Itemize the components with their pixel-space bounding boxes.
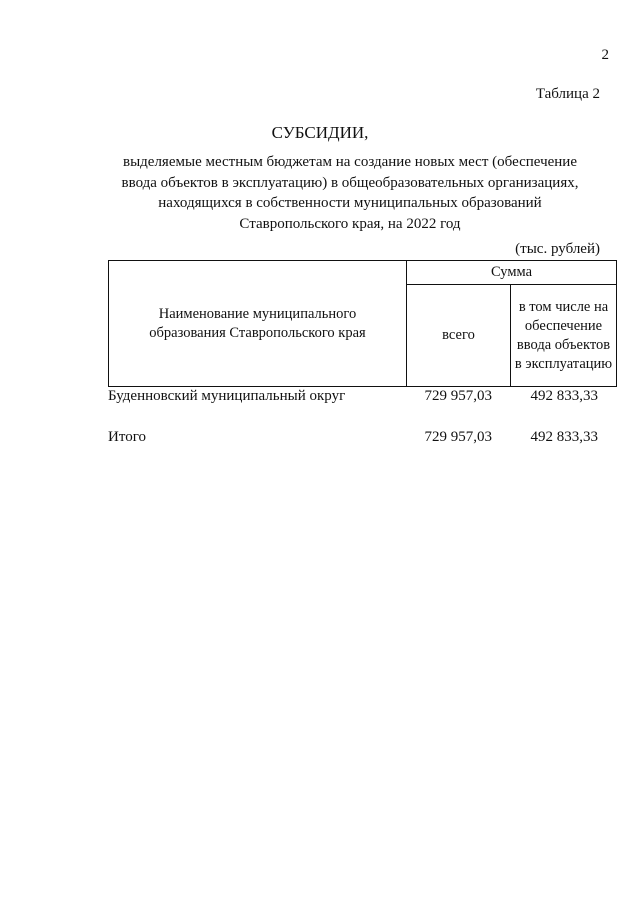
subtitle-line: находящихся в собственности муниципальных образований (158, 195, 542, 211)
table-row (108, 388, 600, 408)
total-row-total-cell: 729 957,03 (424, 429, 492, 445)
header-name-cell (109, 261, 407, 387)
subtitle-line: ввода объектов в эксплуатацию) в общеобразовательных организациях, (121, 174, 579, 191)
document-subtitle (100, 152, 600, 234)
row-total-cell: 729 957,03 (424, 388, 492, 404)
header-incl-line: в том числе на (518, 298, 609, 315)
document-title: СУБСИДИИ, (271, 123, 369, 142)
header-sum-cell: Сумма (407, 261, 617, 285)
subtitle-line: Ставропольского края, на 2022 год (239, 215, 461, 232)
table-label: Таблица 2 (535, 86, 600, 102)
header-incl-line: обеспечение (524, 317, 603, 334)
total-row (108, 429, 600, 449)
header-total-cell: всего (407, 285, 511, 387)
row-name-cell: Буденновский муниципальный округ (108, 388, 346, 404)
header-name-line: образования Ставропольского края (149, 324, 366, 341)
total-row-name-cell: Итого (108, 429, 146, 445)
units-note: (тыс. рублей) (515, 241, 600, 257)
header-incl-line: ввода объектов (516, 336, 611, 353)
header-incl-line: в эксплуатацию (514, 355, 613, 372)
row-incl-cell: 492 833,33 (530, 388, 598, 404)
subtitle-line: выделяемые местным бюджетам на создание новых мест (обеспечение (123, 154, 577, 170)
page-number: 2 (601, 47, 609, 63)
header-name-line: Наименование муниципального (158, 305, 357, 322)
header-incl-cell (511, 285, 617, 387)
subsidy-table-header (108, 260, 617, 387)
total-row-incl-cell: 492 833,33 (530, 429, 598, 445)
